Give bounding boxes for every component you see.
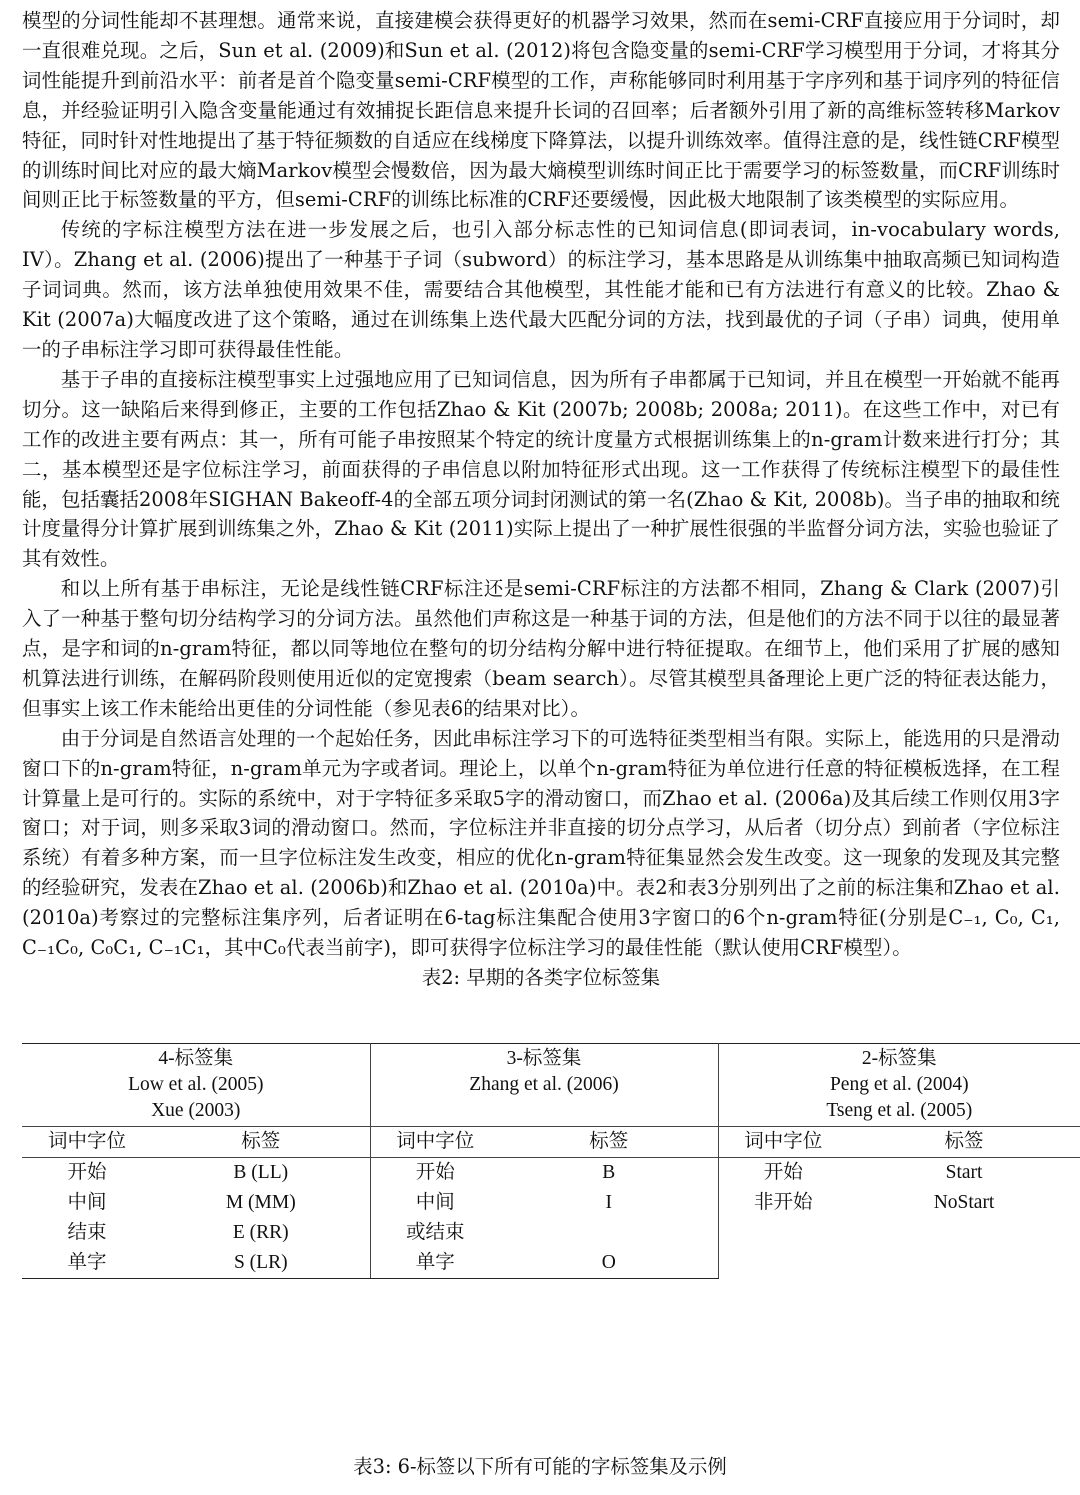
table-cell: 单字 <box>370 1248 500 1279</box>
col-position-header: 词中字位 <box>22 1127 152 1158</box>
group-2tag-ref-1: Peng et al. (2004) <box>829 1074 969 1095</box>
three-mid-pos-line-2: 或结束 <box>406 1222 465 1243</box>
table-cell: S (LR) <box>152 1248 370 1279</box>
table-cell: 单字 <box>22 1248 152 1279</box>
table-row <box>22 1158 1080 1189</box>
paragraph-5: 由于分词是自然语言处理的一个起始任务，因此串标注学习下的可选特征类型相当有限。实际上，能选用的只是滑动窗口下的n-gram特征，n-gram单元为字或者词。理论上，以单个n-gram特征为单位进行任意的特征模板选择，在工程计算量上是可行的。实际的系统中，对于字特征多采取5字的滑动窗口，而Zhao et al. (2006a)及其后续工作则仅用3字窗口；对于词，则多采取3词的滑动窗口。然而，字位标注并非直接的切分点学习，从后者（切分点）到前者（字位标注系统）有着多种方案，而一旦字位标注发生改变，相应的优化n-gram特征集显然会发生改变。这一现象的发现及其完整的经验研究，发表在Zhao et al. (2006b)和Zhao et al. (2010a)中。表2和表3分别列出了之前的标注集和Zhao et al. (2010a)考察过的完整标注集序列，后者证明在6-tag标注集配合使用3字窗口的6个n-gram特征(分别是C₋₁, C₀, C₁, C₋₁C₀, C₀C₁, C₋₁C₁，其中C₀代表当前字)，即可获得字位标注学习的最佳性能（默认使用CRF模型）。 <box>22 726 1060 960</box>
col-tag-header: 标签 <box>500 1127 718 1158</box>
table-cell: 开始 <box>67 1162 107 1183</box>
col-tag-header: 标签 <box>152 1127 370 1158</box>
group-4tag <box>22 1044 370 1127</box>
table2 <box>22 1043 1080 1279</box>
paragraph-2: 传统的字标注模型方法在进一步发展之后，也引入部分标志性的已知词信息(即词表词，in-vocabulary words, IV）。Zhang et al. (2006)提出了一种基于子词（subword）的标注学习，基本思路是从训练集中抽取高频已知词构造子词词典。然而，该方法单独使用效果不佳，需要结合其他模型，其性能才能和已有方法进行有意义的比较。Zhao & Kit (2007a)大幅度改进了这个策略，通过在训练集上迭代最大匹配分词的方法，找到最优的子词（子串）词典，使用单一的子串标注学习即可获得最佳性能。 <box>22 218 1060 361</box>
table-cell: 结束 <box>67 1222 107 1243</box>
table-cell: O <box>500 1248 718 1279</box>
table-cell: B (LL) <box>152 1158 370 1189</box>
group-4tag-ref-2: Xue (2003) <box>151 1100 241 1121</box>
col-position-header: 词中字位 <box>718 1127 848 1158</box>
table-cell: B <box>500 1158 718 1189</box>
table2-wrapper <box>22 1043 1060 1279</box>
table2-caption: 表2: 早期的各类字位标签集 <box>421 966 661 989</box>
table-cell <box>370 1188 500 1248</box>
table-cell: E (RR) <box>152 1218 370 1248</box>
paragraph-1: 模型的分词性能却不甚理想。通常来说，直接建模会获得更好的机器学习效果，然而在semi-CRF直接应用于分词时，却一直很难兑现。之后，Sun et al. (2009)和Sun et al. (2012)将包含隐变量的semi-CRF学习模型用于分词，才将其分词性能提升到前沿水平：前者是首个隐变量semi-CRF模型的工作，声称能够同时利用基于字序列和基于词序列的特征信息，并经验证明引入隐含变量能通过有效捕捉长距信息来提升长词的召回率；后者额外引用了新的高维标签转移Markov特征，同时针对性地提出了基于特征频数的自适应在线梯度下降算法，以提升训练效率。值得注意的是，线性链CRF模型的训练时间比对应的最大熵Markov模型会慢数倍，因为最大熵模型训练时间正比于需要学习的标签数量，而CRF训练时间则正比于标签数量的平方，但semi-CRF的训练比标准的CRF还要缓慢，因此极大地限制了该类模型的实际应用。 <box>22 9 1060 212</box>
paragraph-4: 和以上所有基于串标注，无论是线性链CRF标注还是semi-CRF标注的方法都不相同，Zhang & Clark (2007)引入了一种基于整句切分结构学习的分词方法。虽然他们声称这是一种基于词的方法，但是他们的方法不同于以往的最显著点，是字和词的n-gram特征，都以同等地位在整句的切分结构分解中进行特征提取。在细节上，他们采用了扩展的感知机算法进行训练，在解码阶段则使用近似的定宽搜索（beam search）。尽管其模型具备理论上更广泛的特征表达能力，但事实上该工作未能给出更佳的分词性能（参见表6的结果对比）。 <box>22 577 1060 720</box>
table2-group-header-row <box>22 1044 1080 1127</box>
group-3tag-ref-1: Zhang et al. (2006) <box>469 1074 619 1095</box>
group-4tag-ref-1: Low et al. (2005) <box>128 1074 264 1095</box>
table2-subheader-row <box>22 1127 1080 1158</box>
col-tag-header: 标签 <box>848 1127 1080 1158</box>
table-cell: 非开始 <box>754 1192 813 1213</box>
col-position-header: 词中字位 <box>370 1127 500 1158</box>
table-cell: 开始 <box>415 1162 455 1183</box>
group-2tag <box>718 1044 1080 1127</box>
table-cell: 开始 <box>763 1162 803 1183</box>
table-cell: M (MM) <box>152 1188 370 1218</box>
table-cell: 中间 <box>67 1192 107 1213</box>
table-cell: I <box>500 1188 718 1248</box>
group-2tag-title: 2-标签集 <box>861 1048 937 1069</box>
group-2tag-ref-2: Tseng et al. (2005) <box>826 1100 973 1121</box>
group-3tag-title: 3-标签集 <box>506 1048 582 1069</box>
table-cell: Start <box>945 1162 983 1183</box>
table3-caption: 表3: 6-标签以下所有可能的字标签集及示例 <box>353 1455 727 1478</box>
table-row <box>22 1188 1080 1218</box>
table-cell: NoStart <box>933 1192 995 1213</box>
three-mid-pos-line-1: 中间 <box>415 1192 455 1213</box>
group-3tag <box>370 1044 718 1127</box>
paragraph-3: 基于子串的直接标注模型事实上过强地应用了已知词信息，因为所有子串都属于已知词，并且在模型一开始就不能再切分。这一缺陷后来得到修正，主要的工作包括Zhao & Kit (2007b; 2008b; 2008a; 2011)。在这些工作中，对已有工作的改进主要有两点：其一，所有可能子串按照某个特定的统计度量方式根据训练集上的n-gram计数来进行打分；其二，基本模型还是字位标注学习，前面获得的子串信息以附加特征形式出现。这一工作获得了传统标注模型下的最佳性能，包括囊括2008年SIGHAN Bakeoff-4的全部五项分词封闭测试的第一名(Zhao & Kit, 2008b)。当子串的抽取和统计度量得分计算扩展到训练集之外，Zhao & Kit (2011)实际上提出了一种扩展性很强的半监督分词方法，实验也验证了其有效性。 <box>22 367 1060 571</box>
group-4tag-title: 4-标签集 <box>158 1048 234 1069</box>
